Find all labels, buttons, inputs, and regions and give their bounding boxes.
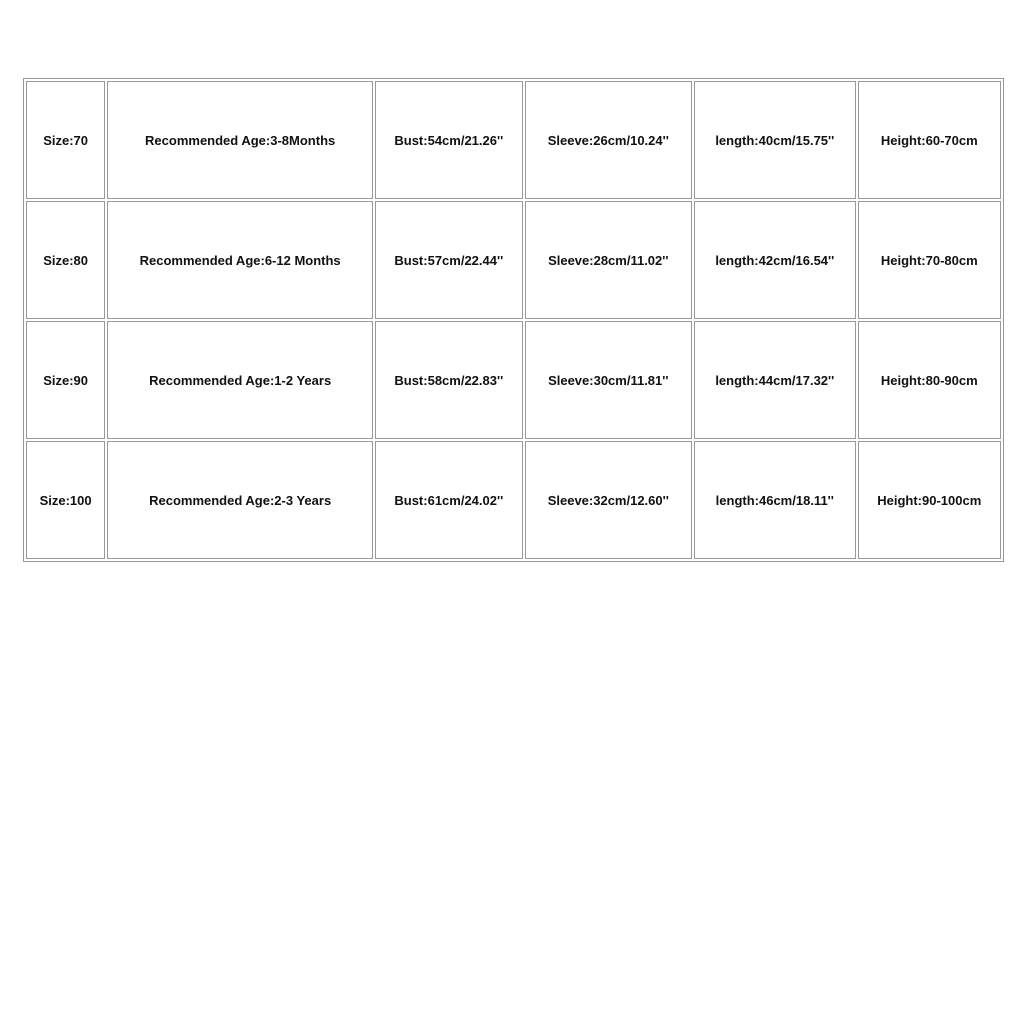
size-cell: Size:70 [26, 81, 105, 199]
height-cell: Height:60-70cm [858, 81, 1001, 199]
table-row [26, 321, 1001, 439]
bust-cell: Bust:57cm/22.44'' [375, 201, 522, 319]
sleeve-cell: Sleeve:28cm/11.02'' [525, 201, 693, 319]
height-cell: Height:70-80cm [858, 201, 1001, 319]
bust-cell: Bust:58cm/22.83'' [375, 321, 522, 439]
bust-cell: Bust:54cm/21.26'' [375, 81, 522, 199]
table-row [26, 441, 1001, 559]
table-row [26, 201, 1001, 319]
size-cell: Size:100 [26, 441, 105, 559]
sleeve-cell: Sleeve:30cm/11.81'' [525, 321, 693, 439]
recommended-age-cell: Recommended Age:1-2 Years [107, 321, 373, 439]
sleeve-cell: Sleeve:26cm/10.24'' [525, 81, 693, 199]
sleeve-cell: Sleeve:32cm/12.60'' [525, 441, 693, 559]
height-cell: Height:90-100cm [858, 441, 1001, 559]
size-cell: Size:80 [26, 201, 105, 319]
recommended-age-cell: Recommended Age:3-8Months [107, 81, 373, 199]
recommended-age-cell: Recommended Age:2-3 Years [107, 441, 373, 559]
length-cell: length:40cm/15.75'' [694, 81, 856, 199]
length-cell: length:46cm/18.11'' [694, 441, 856, 559]
recommended-age-cell: Recommended Age:6-12 Months [107, 201, 373, 319]
size-cell: Size:90 [26, 321, 105, 439]
bust-cell: Bust:61cm/24.02'' [375, 441, 522, 559]
length-cell: length:42cm/16.54'' [694, 201, 856, 319]
length-cell: length:44cm/17.32'' [694, 321, 856, 439]
size-chart-table [23, 78, 1004, 562]
height-cell: Height:80-90cm [858, 321, 1001, 439]
table-row [26, 81, 1001, 199]
